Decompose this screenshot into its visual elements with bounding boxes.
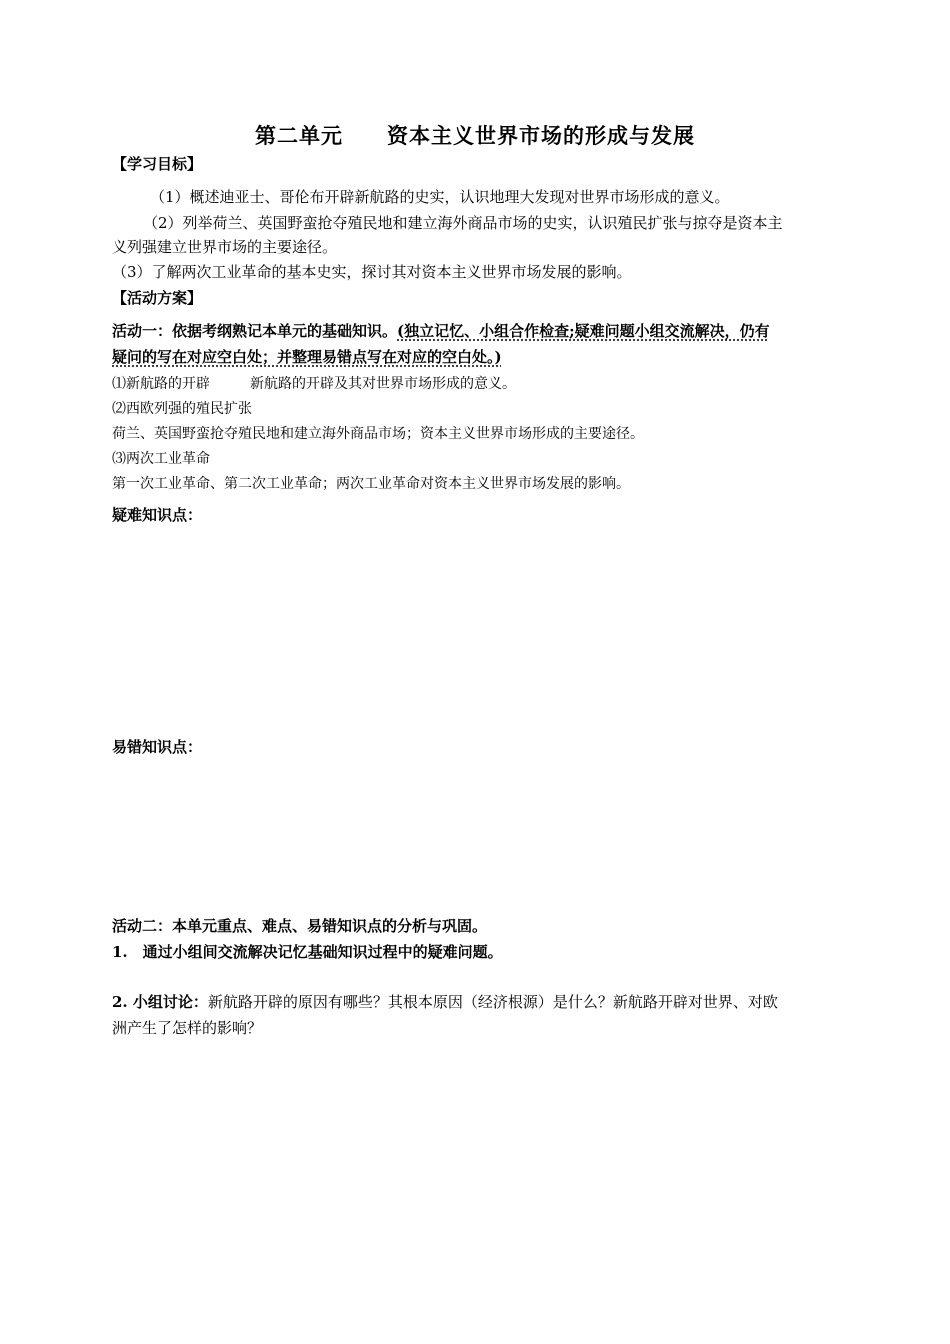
activity1-line1 [112,320,770,341]
topic-1-detail: 新航路的开辟及其对世界市场形成的意义。 [250,376,516,392]
topic-2-head: ⑵西欧列强的殖民扩张 [112,401,252,417]
page-title [0,120,950,150]
topic-3-detail: 第一次工业革命、第二次工业革命；两次工业革命对资本主义世界市场发展的影响。 [112,476,630,492]
goal-item-2-cont: 义列强建立世界市场的主要途径。 [112,238,338,256]
topic-1-head: ⑴新航路的开辟 [112,376,210,392]
goal-item-2: （2）列举荷兰、英国野蛮抢夺殖民地和建立海外商品市场的史实，认识殖民扩张与掠夺是资本主 [143,214,783,232]
unit-number: 第二单元 [255,123,343,148]
activity1-note-1: (独立记忆、小组合作检查;疑难问题小组交流解决，仍有 [397,322,770,340]
difficult-points-label: 疑难知识点： [112,506,203,524]
question-2-text: 新航路开辟的原因有哪些？其根本原因（经济根源）是什么？新航路开辟对世界、对欧 [207,993,778,1011]
goal-item-3: （3）了解两次工业革命的基本史实，探讨其对资本主义世界市场发展的影响。 [112,263,632,281]
activity1-label: 活动一：依据考纲熟记本单元的基础知识。 [112,322,398,340]
question-2-text-cont: 洲产生了怎样的影响？ [112,1019,263,1037]
activity2-question-1: 1. 通过小组间交流解决记忆基础知识过程中的疑难问题。 [112,943,503,961]
goals-heading: 【学习目标】 [112,155,203,173]
plan-heading: 【活动方案】 [112,289,203,307]
goal-item-1: （1）概述迪亚士、哥伦布开辟新航路的史实，认识地理大发现对世界市场形成的意义。 [150,188,730,206]
question-2-label: 2. 小组讨论： [112,993,208,1011]
error-points-label: 易错知识点： [112,738,203,756]
activity2-question-2 [112,991,778,1012]
activity2-label: 活动二：本单元重点、难点、易错知识点的分析与巩固。 [112,917,488,935]
unit-name: 资本主义世界市场的形成与发展 [387,123,695,148]
activity1-note-2: 疑问的写在对应空白处；并整理易错点写在对应的空白处。) [112,348,502,366]
topic-3-head: ⑶两次工业革命 [112,451,210,467]
topic-1 [112,373,516,393]
topic-2-detail: 荷兰、英国野蛮抢夺殖民地和建立海外商品市场；资本主义世界市场形成的主要途径。 [112,426,644,442]
